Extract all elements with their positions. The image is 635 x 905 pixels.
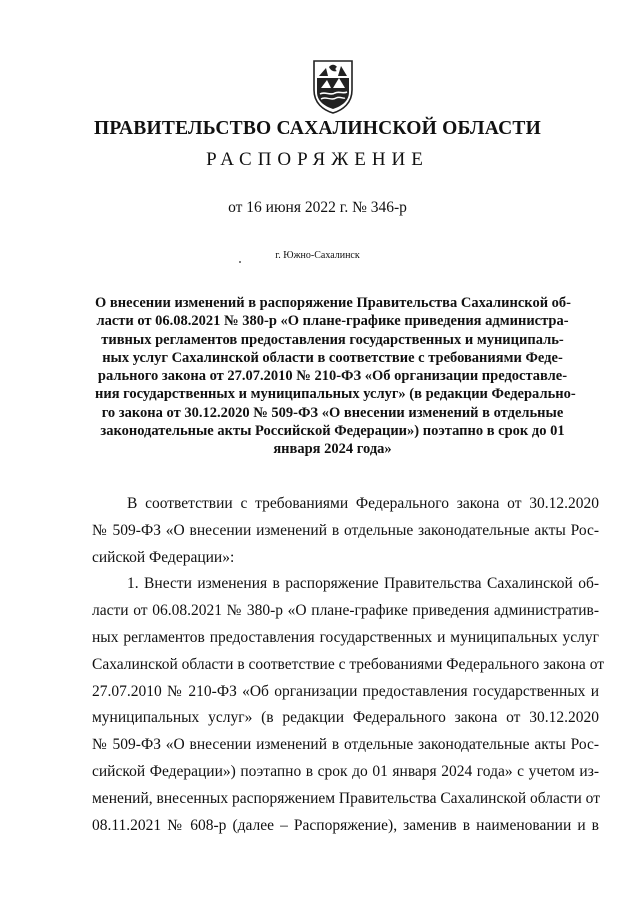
body-line: № 509-ФЗ «О внесении изменений в отдельные законодательные акты Рос-: [92, 736, 599, 754]
body-line: сийской Федерации»:: [92, 548, 235, 566]
body-line: Сахалинской области в соответствие с требованиями Федерального закона от: [92, 655, 605, 673]
body-line: ласти от 06.08.2021 № 380-р «О плане-графике приведения административ-: [92, 602, 599, 620]
subject-line: тивных регламентов предоставления государственных и муниципаль-: [101, 331, 564, 348]
sakhalin-coat-of-arms-icon: [311, 58, 355, 114]
document-subject: [95, 294, 576, 459]
subject-line: января 2024 года»: [273, 441, 392, 458]
scan-speck: [239, 261, 241, 263]
subject-line: ния государственных и муниципальных услуг» (в редакции Федерально-: [95, 386, 576, 403]
body-line: В соответствии с требованиями Федерального закона от 30.12.2020: [127, 495, 599, 512]
body-line: ных регламентов предоставления государственных и муниципальных услуг: [92, 628, 599, 646]
organization-title: ПРАВИТЕЛЬСТВО САХАЛИНСКОЙ ОБЛАСТИ: [94, 118, 541, 139]
body-line: сийской Федерации») поэтапно в срок до 01 января 2024 года» с учетом из-: [92, 762, 599, 780]
document-date-number: от 16 июня 2022 г. № 346-р: [228, 199, 407, 216]
document-body: [92, 491, 605, 839]
document-place: г. Южно-Сахалинск: [275, 250, 360, 261]
body-line: менений, внесенных распоряжением Правительства Сахалинской области от: [92, 789, 600, 807]
subject-line: ласти от 06.08.2021 № 380-р «О плане-графике приведения администра-: [96, 313, 569, 330]
body-line: 27.07.2010 № 210-ФЗ «Об организации предоставления государственных и: [92, 682, 599, 700]
body-line: муниципальных услуг» (в редакции Федерального закона от 30.12.2020: [92, 709, 599, 727]
body-line: № 509-ФЗ «О внесении изменений в отдельные законодательные акты Рос-: [92, 521, 599, 539]
subject-line: законодательные акты Российской Федерации») поэтапно в срок до 01: [100, 423, 565, 440]
subject-line: рального закона от 27.07.2010 № 210-ФЗ «Об организации предоставле-: [97, 368, 568, 385]
body-line: 08.11.2021 № 608-р (далее – Распоряжение), заменив в наименовании и в: [92, 816, 599, 834]
subject-line: О внесении изменений в распоряжение Правительства Сахалинской об-: [95, 295, 572, 311]
subject-line: го закона от 30.12.2020 № 509-ФЗ «О внесении изменений в отдельные: [101, 404, 564, 421]
document-type: РАСПОРЯЖЕНИЕ: [206, 149, 429, 170]
body-line: 1. Внести изменения в распоряжение Правительства Сахалинской об-: [127, 575, 599, 593]
subject-line: ных услуг Сахалинской области в соответствие с требованиями Феде-: [102, 349, 563, 366]
